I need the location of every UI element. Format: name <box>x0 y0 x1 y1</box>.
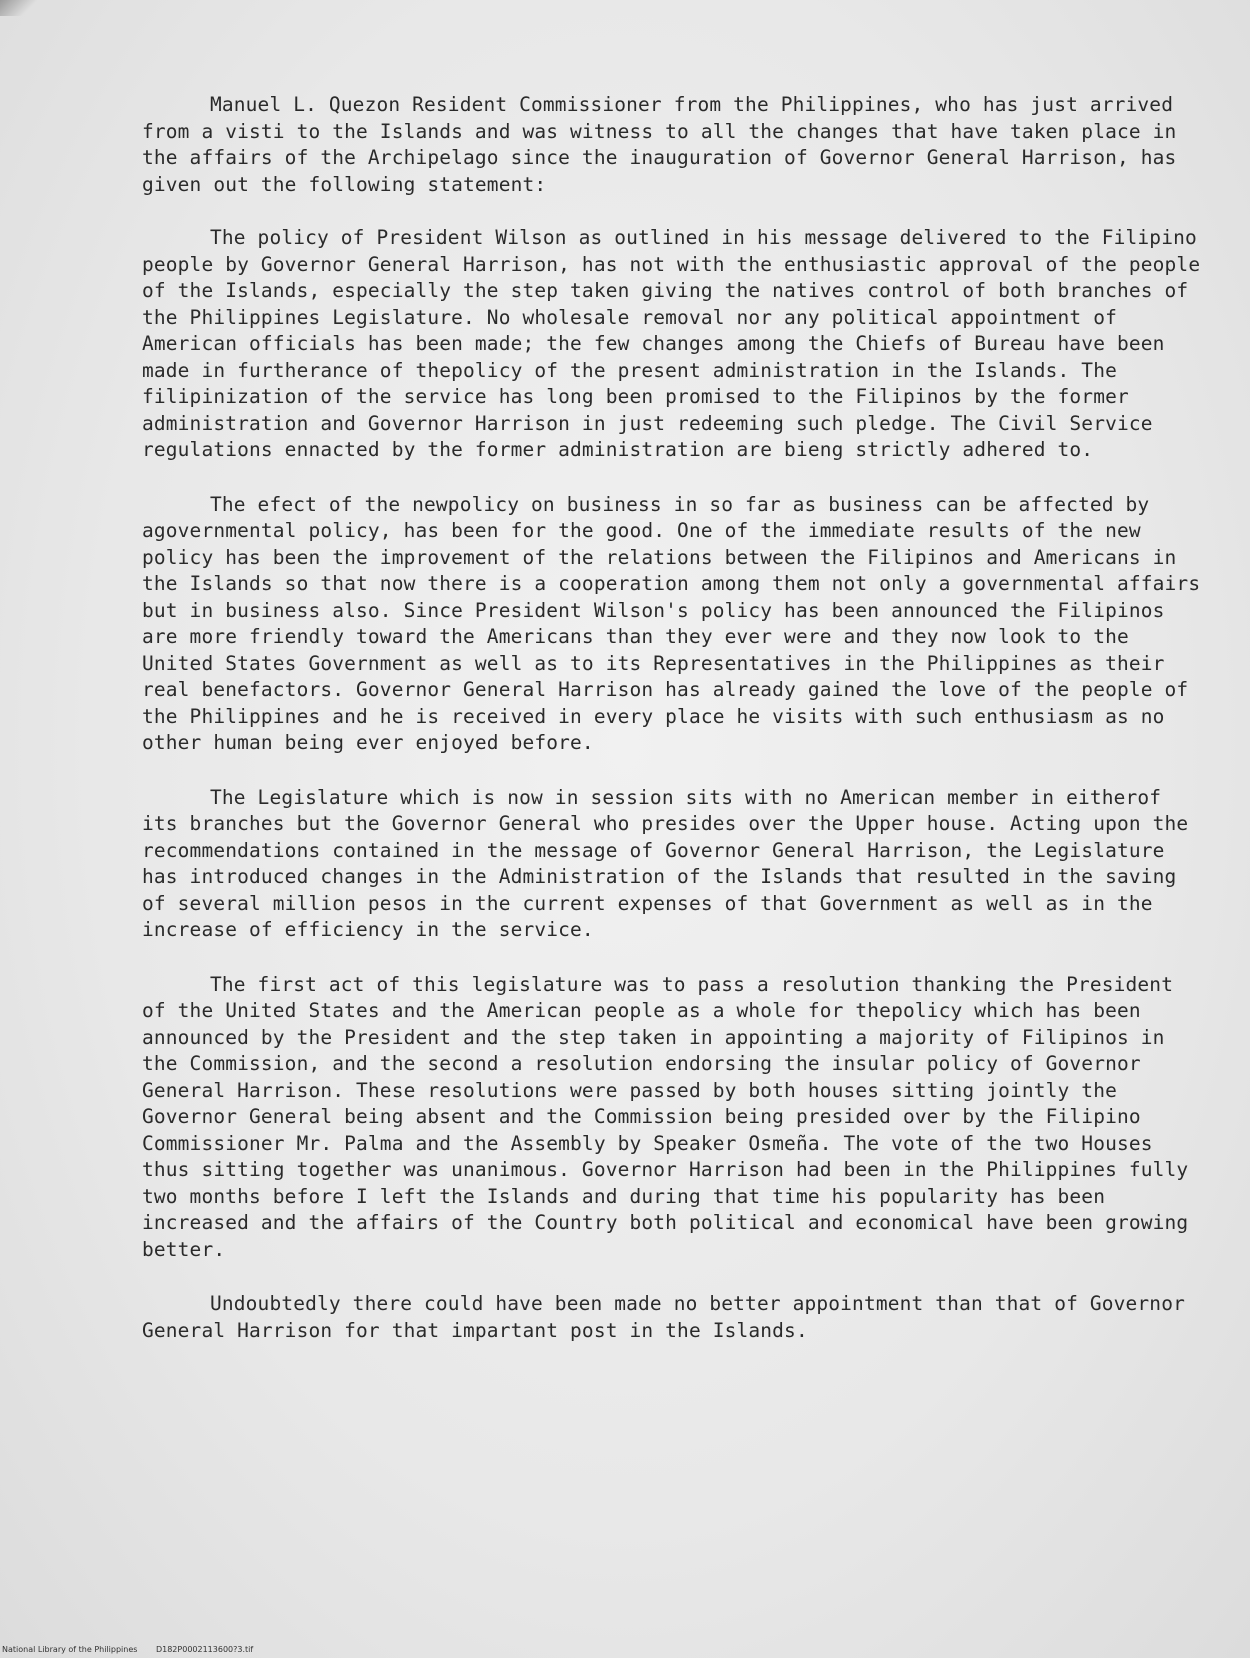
scan-footer <box>2 1645 269 1654</box>
paragraph-resolutions: The first act of this legislature was to pass a resolution thanking the President of the United States and the American people as a whole for thepolicy which has been announced by the President and the step taken in appointing a majority of Filipinos in the Commission, and the second a resolution endorsing the insular policy of Governor General Harrison. These resolutions were passed by both houses sitting jointly the Governor General being absent and the Commission being presided over by the Filipino Commissioner Mr. Palma and the Assembly by Speaker Osmeña. The vote of the two Houses thus sitting together was unanimous. Governor Harrison had been in the Philippines fully two months before I left the Islands and during that time his popularity has been increased and the affairs of the Country both political and economical have been growing better. <box>142 972 1189 1261</box>
typed-letter-body <box>142 92 1202 1344</box>
scan-corner-artifact <box>0 0 38 16</box>
paragraph-intro: Manuel L. Quezon Resident Commissioner from the Philippines, who has just arrived from a visti to the Islands and was witness to all the changes that have taken place in the affairs of the Archipelago since the inauguration of Governor General Harrison, has given out the following statement: <box>142 93 1177 196</box>
footer-file-id: D182P0002113600?3.tif <box>155 1645 254 1654</box>
paragraph-legislature: The Legislature which is now in session sits with no American member in eitherof its branches but the Governor General who presides over the Upper house. Acting upon the recommendations contained in the message of Governor General Harrison, the Legislature has introduced changes in the Administration of the Islands that resulted in the saving of several million pesos in the current expenses of that Government as well as in the increase of efficiency in the service. <box>142 785 1189 941</box>
paragraph-policy: The policy of President Wilson as outlined in his message delivered to the Filipino people by Governor General Harrison, has not with the enthusiastic approval of the people of the Islands, especially the step taken giving the natives control of both branches of the Philippines Legislature. No wholesale removal nor any political appointment of American officials has been made; the few changes among the Chiefs of Bureau have been made in furtherance of thepolicy of the present administration in the Islands. The filipinization of the service has long been promised to the Filipinos by the former administration and Governor Harrison in just redeeming such pledge. The Civil Service regulations ennacted by the former administration are bieng strictly adhered to. <box>142 226 1201 461</box>
paragraph-conclusion: Undoubtedly there could have been made no better appointment than that of Governor General Harrison for that impartant post in the Islands. <box>142 1292 1185 1342</box>
paragraph-business: The efect of the newpolicy on business in so far as business can be affected by agovernmental policy, has been for the good. One of the immediate results of the new policy has been the improvement of the relations between the Filipinos and Americans in the Islands so that now there is a cooperation among them not only a governmental affairs but in business also. Since President Wilson's policy has been announced the Filipinos are more friendly toward the Americans than they ever were and they now look to the United States Government as well as to its Representatives in the Philippines as their real benefactors. Governor General Harrison has already gained the love of the people of the Philippines and he is received in every place he visits with such enthusiasm as no other human being ever enjoyed before. <box>142 492 1201 754</box>
footer-library-name: National Library of the Philippines <box>2 1645 138 1654</box>
